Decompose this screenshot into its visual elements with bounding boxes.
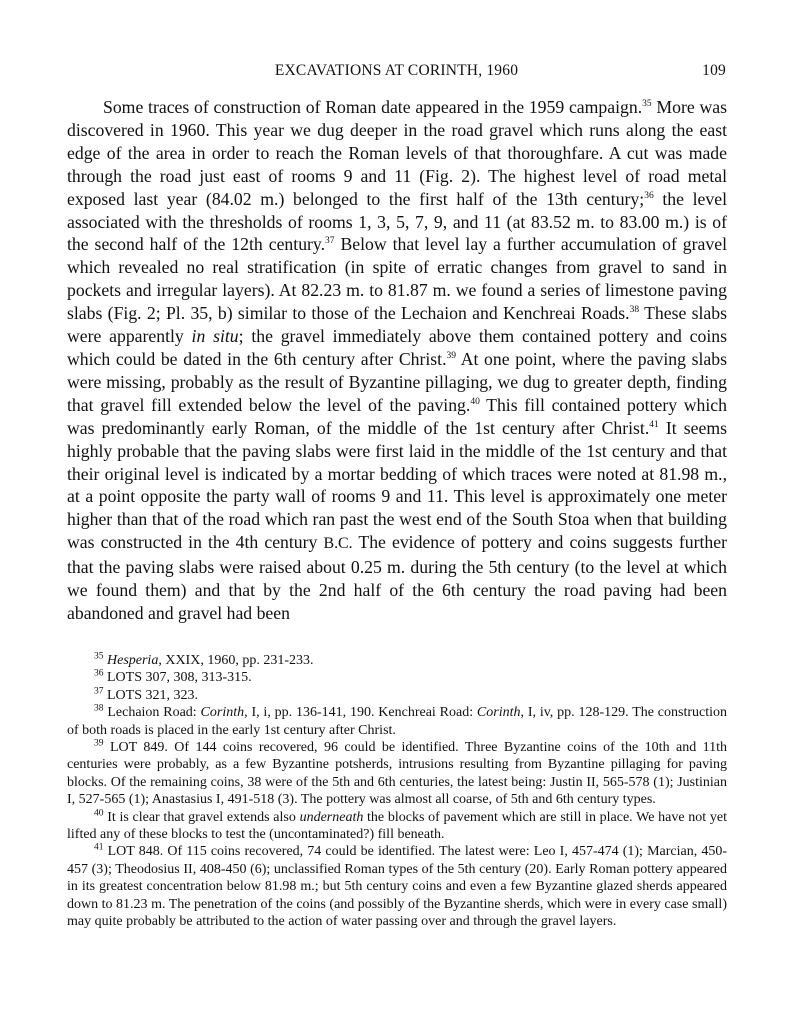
footnote-41: $^{41}$ LOT 848. Of 115 coins recovered, 74 could be identified. The latest were: Leo I, 457-474 (1); Marcian, 450-457 (3); Theodosius II, 408-450 (6); unclassified Roman types of the 5th century (20). Early Roman pottery appeared in its greatest concentration below 81.98 m.; but 5th century coins and even a few Byzantine glazed sherds appeared down to 81.23 m. The penetration of the coins (and possibly of the Byzantine sherds, which were in every case small) may quite probably be attributed to the action of water passing over and through the gravel layers. [67,842,727,930]
main-text [67,96,727,625]
footnotes [67,652,727,931]
footnote-ref-40[interactable]: 40 [470,396,480,407]
footnote-38: $^{38}$ Lechaion Road: Corinth, I, i, pp. 136-141, 190. Kenchreai Road: Corinth, I, iv, pp. 128-129. The construction of both roads is placed in the early 1st century after Christ. [67,703,727,738]
footnote-ref-38[interactable]: 38 [629,305,640,316]
footnote-39: $^{39}$ LOT 849. Of 144 coins recovered, 96 could be identified. Three Byzantine coins of the 10th and 11th centuries were probably, as a few Byzantine potsherds, intrusions resulting from Byzantine pillaging for paving blocks. Of the remaining coins, 38 were of the 5th and 6th centuries, the latest being: Justin II, 565-578 (1); Justinian I, 527-565 (1); Anastasius I, 491-518 (3). The pottery was almost all coarse, of 5th and 6th century types. [67,738,728,808]
footnote-40: $^{40}$ It is clear that gravel extends also underneath the blocks of pavement which are still in place. We have not yet lifted any of these blocks to test the (uncontaminated?) fill beneath. [67,808,728,843]
era-abbreviation: B.C. [323,535,353,553]
footnote-ref-35[interactable]: 35 [642,99,652,110]
page-number: 109 [702,62,726,79]
footnote-ref-37[interactable]: 37 [325,236,335,247]
running-head [67,62,726,84]
body-paragraph: Some traces of construction of Roman date appeared in the 1959 campaign.$^{35}$ More was discovered in 1960. This year we dug deeper in the road gravel which runs along the east edge of the area in order to reach the Roman levels of that thoroughfare. A cut was made through the road just east of rooms 9 and 11 (Fig. 2). The highest level of road metal exposed last year (84.02 m.) belonged to the first half of the 13th century;$^{36}$ the level associated with the thresholds of rooms 1, 3, 5, 7, 9, and 11 (at 83.52 m. to 83.00 m.) is of the second half of the 12th century.$^{37}$ Below that level lay a further accumulation of gravel which revealed no real stratification (in spite of erratic changes from gravel to sand in pockets and irregular layers). At 82.23 m. to 81.87 m. we found a series of limestone paving slabs (Fig. 2; Pl. 35, b) similar to those of the Lechaion and Kenchreai Roads.$^{38}$ These slabs were apparently in situ; the gravel immediately above them contained pottery and coins which could be dated in the 6th century after Christ.$^{39}$ At one point, where the paving slabs were missing, probably as the result of Byzantine pillaging, we dug to greater depth, finding that gravel fill extended below the level of the paving.$^{40}$ This fill contained pottery which was predominantly early Roman, of the middle of the 1st century after Christ.$^{41}$ It seems highly probable that the paving slabs were first laid in the middle of the 1st century and that their original level is indicated by a mortar bedding of which traces were noted at 81.98 m., at a point opposite the party wall of rooms 9 and 11. This level is approximately one meter higher than that of the road which ran past the west end of the South Stoa when that building was constructed in the 4th century B.C. The evidence of pottery and coins suggests further that the paving slabs were raised about 0.25 m. during the 5th century (to the level at which we found them) and that by the 2nd half of the 6th century the road paving had been abandoned and gravel had been [67,97,727,623]
running-title: EXCAVATIONS AT CORINTH, 1960 [274,62,519,79]
footnote-36: $^{36}$ LOTS 307, 308, 313-315. [94,668,252,686]
in-situ-phrase: in situ [191,326,239,347]
footnote-35: $^{35}$ Hesperia, XXIX, 1960, pp. 231-233. [94,651,314,668]
footnote-ref-41[interactable]: 41 [649,419,659,430]
footnote-ref-36[interactable]: 36 [644,190,654,201]
footnote-ref-39[interactable]: 39 [446,351,457,362]
footnote-37: $^{37}$ LOTS 321, 323. [94,686,198,703]
